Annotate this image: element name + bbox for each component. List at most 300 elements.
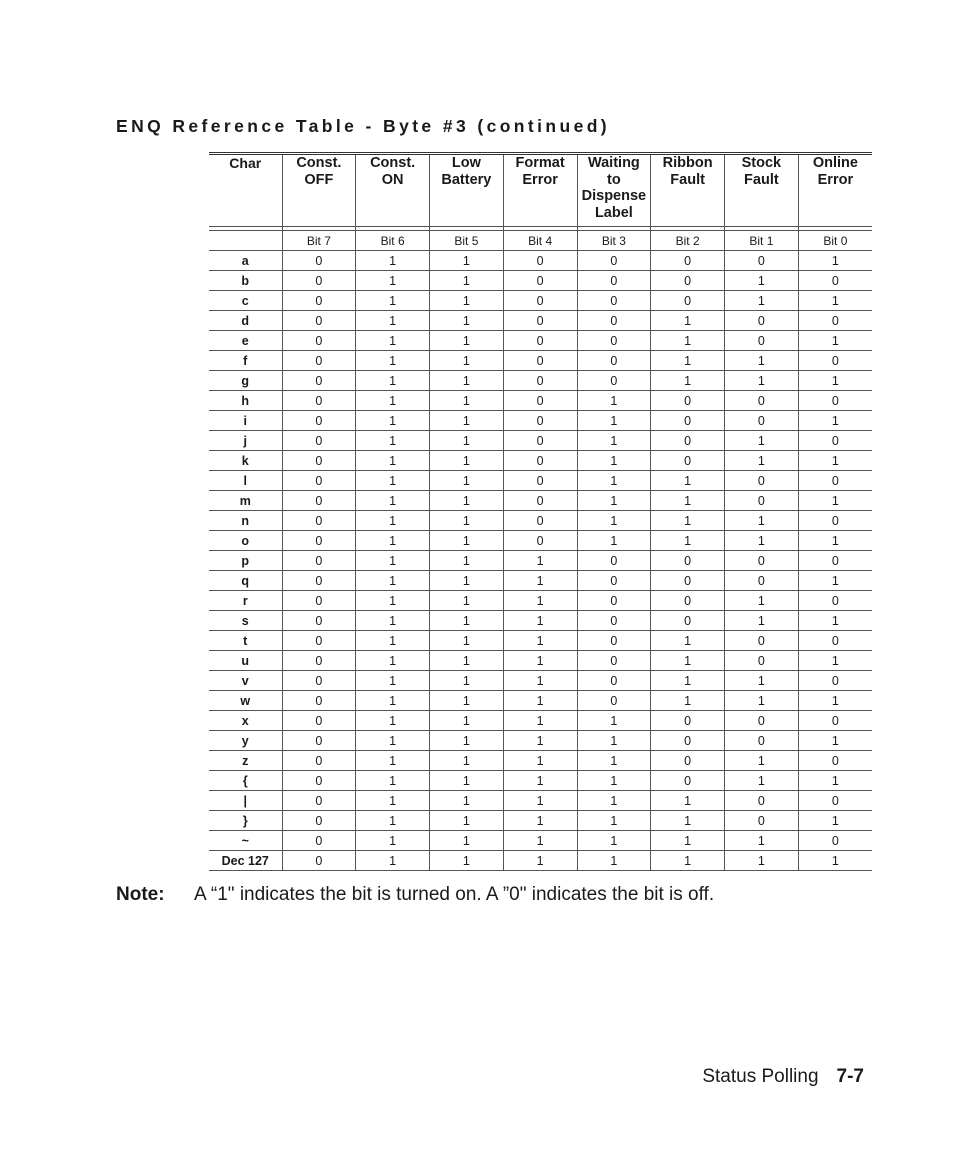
bit-value-cell: 0 xyxy=(798,351,872,371)
bit-value-cell: 1 xyxy=(651,831,725,851)
char-cell: n xyxy=(209,511,282,531)
bit-value-cell: 1 xyxy=(356,471,430,491)
table-row xyxy=(209,851,872,871)
column-header-line: ON xyxy=(381,171,404,188)
table-body xyxy=(209,251,872,871)
bit-value-cell: 0 xyxy=(798,791,872,811)
bit-value-cell: 0 xyxy=(282,331,356,351)
bit-value-cell: 0 xyxy=(282,371,356,391)
char-cell: l xyxy=(209,471,282,491)
char-cell: d xyxy=(209,311,282,331)
bit-value-cell: 1 xyxy=(430,351,504,371)
bit-value-cell: 0 xyxy=(282,691,356,711)
char-cell: s xyxy=(209,611,282,631)
bit-label: Bit 7 xyxy=(282,231,356,251)
bit-value-cell: 1 xyxy=(577,391,651,411)
bit-value-cell: 1 xyxy=(798,371,872,391)
bit-value-cell: 1 xyxy=(430,471,504,491)
bit-value-cell: 0 xyxy=(577,691,651,711)
bit-value-cell: 0 xyxy=(725,411,799,431)
bit-value-cell: 1 xyxy=(651,671,725,691)
bit-value-cell: 0 xyxy=(503,451,577,471)
bit-value-cell: 1 xyxy=(651,311,725,331)
bit-value-cell: 1 xyxy=(503,591,577,611)
bit-value-cell: 1 xyxy=(725,691,799,711)
table-row xyxy=(209,711,872,731)
bit-value-cell: 1 xyxy=(430,531,504,551)
bit-value-cell: 0 xyxy=(503,491,577,511)
bit-value-cell: 0 xyxy=(577,591,651,611)
bit-value-cell: 1 xyxy=(503,671,577,691)
enq-reference-table-container xyxy=(209,152,872,871)
bit-value-cell: 1 xyxy=(503,771,577,791)
column-header-line: Label xyxy=(594,204,633,221)
bit-value-cell: 1 xyxy=(503,651,577,671)
char-cell: v xyxy=(209,671,282,691)
bit-value-cell: 0 xyxy=(798,631,872,651)
bit-value-cell: 0 xyxy=(651,451,725,471)
bit-value-cell: 0 xyxy=(651,271,725,291)
table-row xyxy=(209,251,872,271)
bit-value-cell: 0 xyxy=(282,671,356,691)
bit-value-cell: 0 xyxy=(577,551,651,571)
bit-value-cell: 0 xyxy=(798,271,872,291)
bit-value-cell: 1 xyxy=(651,511,725,531)
bit-value-cell: 0 xyxy=(282,451,356,471)
column-header xyxy=(577,154,651,227)
bit-value-cell: 0 xyxy=(282,271,356,291)
bit-value-cell: 1 xyxy=(356,331,430,351)
bit-value-cell: 0 xyxy=(282,651,356,671)
bit-value-cell: 0 xyxy=(503,291,577,311)
table-row xyxy=(209,531,872,551)
bit-value-cell: 0 xyxy=(577,331,651,351)
column-header-line: OFF xyxy=(304,171,334,188)
column-header xyxy=(282,154,356,227)
bit-value-cell: 1 xyxy=(430,291,504,311)
bit-value-cell: 1 xyxy=(577,471,651,491)
bit-value-cell: 1 xyxy=(798,651,872,671)
bit-value-cell: 1 xyxy=(503,711,577,731)
table-row xyxy=(209,471,872,491)
char-cell: q xyxy=(209,571,282,591)
char-cell: o xyxy=(209,531,282,551)
bit-value-cell: 1 xyxy=(651,851,725,871)
bit-value-cell: 1 xyxy=(356,511,430,531)
bit-value-cell: 1 xyxy=(503,811,577,831)
char-cell: u xyxy=(209,651,282,671)
bit-value-cell: 1 xyxy=(430,631,504,651)
bit-value-cell: 1 xyxy=(725,531,799,551)
bit-label: Bit 2 xyxy=(651,231,725,251)
bit-value-cell: 1 xyxy=(503,571,577,591)
bit-value-cell: 1 xyxy=(503,551,577,571)
bit-value-cell: 0 xyxy=(577,671,651,691)
bit-value-cell: 1 xyxy=(356,771,430,791)
table-row xyxy=(209,791,872,811)
char-cell: t xyxy=(209,631,282,651)
bit-value-cell: 0 xyxy=(651,571,725,591)
char-cell: k xyxy=(209,451,282,471)
column-header-line: Fault xyxy=(744,171,779,188)
table-row xyxy=(209,271,872,291)
bit-value-cell: 1 xyxy=(798,611,872,631)
bit-value-cell: 0 xyxy=(725,491,799,511)
table-row xyxy=(209,751,872,771)
bit-value-cell: 1 xyxy=(356,391,430,411)
table-row xyxy=(209,591,872,611)
char-cell: f xyxy=(209,351,282,371)
table-row xyxy=(209,651,872,671)
bit-value-cell: 0 xyxy=(503,511,577,531)
bit-value-cell: 0 xyxy=(798,711,872,731)
bit-value-cell: 1 xyxy=(430,371,504,391)
bit-value-cell: 0 xyxy=(577,351,651,371)
bit-value-cell: 0 xyxy=(725,631,799,651)
bit-value-cell: 0 xyxy=(503,311,577,331)
bit-value-cell: 0 xyxy=(577,271,651,291)
bit-label: Bit 3 xyxy=(577,231,651,251)
bit-value-cell: 1 xyxy=(651,651,725,671)
bit-value-cell: 0 xyxy=(651,411,725,431)
bit-value-cell: 0 xyxy=(651,731,725,751)
bit-value-cell: 0 xyxy=(798,311,872,331)
table-row xyxy=(209,291,872,311)
column-header-line: to xyxy=(607,171,621,188)
bit-value-cell: 1 xyxy=(356,451,430,471)
table-row xyxy=(209,611,872,631)
char-cell: w xyxy=(209,691,282,711)
column-header xyxy=(356,154,430,227)
bit-value-cell: 0 xyxy=(725,551,799,571)
char-cell: Dec 127 xyxy=(209,851,282,871)
bit-value-cell: 1 xyxy=(651,331,725,351)
char-cell: p xyxy=(209,551,282,571)
table-row xyxy=(209,431,872,451)
bit-value-cell: 1 xyxy=(430,671,504,691)
char-cell: g xyxy=(209,371,282,391)
bit-value-cell: 0 xyxy=(577,651,651,671)
note xyxy=(116,884,714,906)
page-title: ENQ Reference Table - Byte #3 (continued) xyxy=(116,116,611,136)
bit-value-cell: 1 xyxy=(798,491,872,511)
bit-value-cell: 1 xyxy=(577,751,651,771)
bit-value-cell: 1 xyxy=(430,411,504,431)
table-row xyxy=(209,831,872,851)
bit-value-cell: 1 xyxy=(577,851,651,871)
column-header-line: Battery xyxy=(441,171,492,188)
bit-value-cell: 0 xyxy=(282,391,356,411)
column-header-line: Low xyxy=(451,155,481,171)
bit-value-cell: 1 xyxy=(725,291,799,311)
bit-value-cell: 1 xyxy=(430,711,504,731)
column-header-line: Const. xyxy=(296,155,342,171)
bit-value-cell: 1 xyxy=(356,811,430,831)
column-header-line: Waiting xyxy=(587,155,640,171)
bit-value-cell: 1 xyxy=(356,291,430,311)
bit-value-cell: 1 xyxy=(356,851,430,871)
bit-value-cell: 1 xyxy=(798,571,872,591)
bit-value-cell: 0 xyxy=(503,271,577,291)
bit-value-cell: 1 xyxy=(725,671,799,691)
bit-value-cell: 1 xyxy=(356,651,430,671)
bit-value-cell: 0 xyxy=(577,291,651,311)
column-header-line: Error xyxy=(522,171,558,188)
char-cell: } xyxy=(209,811,282,831)
bit-value-cell: 0 xyxy=(503,331,577,351)
char-cell: a xyxy=(209,251,282,271)
bit-value-cell: 1 xyxy=(430,771,504,791)
bit-value-cell: 0 xyxy=(577,251,651,271)
char-cell: i xyxy=(209,411,282,431)
bit-value-cell: 1 xyxy=(725,611,799,631)
bit-value-cell: 1 xyxy=(651,351,725,371)
bit-value-cell: 0 xyxy=(282,571,356,591)
bit-value-cell: 1 xyxy=(725,771,799,791)
bit-label: Bit 0 xyxy=(798,231,872,251)
bit-value-cell: 1 xyxy=(430,491,504,511)
bit-value-cell: 1 xyxy=(503,751,577,771)
bit-value-cell: 1 xyxy=(651,491,725,511)
bit-value-cell: 1 xyxy=(356,371,430,391)
bit-value-cell: 1 xyxy=(725,371,799,391)
bit-value-cell: 0 xyxy=(651,711,725,731)
bit-value-cell: 0 xyxy=(725,471,799,491)
bit-value-cell: 1 xyxy=(356,311,430,331)
bit-value-cell: 1 xyxy=(430,571,504,591)
bit-value-cell: 1 xyxy=(725,831,799,851)
page-footer xyxy=(702,1066,864,1088)
bit-value-cell: 1 xyxy=(798,771,872,791)
bit-value-cell: 1 xyxy=(577,831,651,851)
bit-value-cell: 1 xyxy=(798,811,872,831)
bit-label: Bit 4 xyxy=(503,231,577,251)
table-row xyxy=(209,811,872,831)
bit-value-cell: 0 xyxy=(577,631,651,651)
bit-value-cell: 1 xyxy=(651,791,725,811)
bit-value-cell: 0 xyxy=(577,571,651,591)
column-header-line: Error xyxy=(817,171,854,188)
bit-value-cell: 0 xyxy=(282,251,356,271)
bit-value-cell: 1 xyxy=(503,691,577,711)
bit-value-cell: 0 xyxy=(282,611,356,631)
bit-value-cell: 0 xyxy=(282,591,356,611)
bit-label: Bit 5 xyxy=(430,231,504,251)
char-cell: m xyxy=(209,491,282,511)
bit-value-cell: 0 xyxy=(282,551,356,571)
bit-value-cell: 1 xyxy=(430,251,504,271)
bit-value-cell: 1 xyxy=(430,731,504,751)
bit-value-cell: 1 xyxy=(356,591,430,611)
bit-value-cell: 1 xyxy=(651,631,725,651)
table-row xyxy=(209,551,872,571)
bit-value-cell: 1 xyxy=(503,731,577,751)
char-cell: z xyxy=(209,751,282,771)
bit-value-cell: 0 xyxy=(725,651,799,671)
column-header-line: Dispense xyxy=(581,188,647,204)
column-header-line: Char xyxy=(229,155,262,171)
bit-value-cell: 1 xyxy=(798,531,872,551)
column-header xyxy=(725,154,799,227)
bit-value-cell: 1 xyxy=(356,411,430,431)
char-cell: e xyxy=(209,331,282,351)
bit-value-cell: 1 xyxy=(798,411,872,431)
bit-value-cell: 1 xyxy=(798,251,872,271)
bit-value-cell: 1 xyxy=(503,851,577,871)
column-header-line: Ribbon xyxy=(662,155,713,171)
column-header xyxy=(430,154,504,227)
bit-value-cell: 0 xyxy=(503,351,577,371)
bit-value-cell: 0 xyxy=(577,371,651,391)
char-cell: r xyxy=(209,591,282,611)
bit-value-cell: 1 xyxy=(725,591,799,611)
table-row xyxy=(209,371,872,391)
bit-value-cell: 0 xyxy=(282,711,356,731)
bit-value-cell: 0 xyxy=(798,671,872,691)
bit-value-cell: 1 xyxy=(725,431,799,451)
bit-value-cell: 1 xyxy=(356,711,430,731)
bit-value-cell: 1 xyxy=(356,791,430,811)
bit-value-cell: 1 xyxy=(430,271,504,291)
bit-value-cell: 1 xyxy=(651,691,725,711)
column-header-line: Stock xyxy=(741,155,782,171)
column-header xyxy=(209,154,282,227)
column-header xyxy=(651,154,725,227)
bit-value-cell: 1 xyxy=(356,611,430,631)
bit-value-cell: 0 xyxy=(725,571,799,591)
bit-value-cell: 0 xyxy=(725,731,799,751)
bit-value-cell: 1 xyxy=(503,611,577,631)
bit-value-cell: 1 xyxy=(430,831,504,851)
column-header xyxy=(798,154,872,227)
enq-reference-table xyxy=(209,152,872,871)
bit-value-cell: 1 xyxy=(577,791,651,811)
bit-value-cell: 1 xyxy=(503,831,577,851)
bit-value-cell: 0 xyxy=(798,831,872,851)
bit-value-cell: 1 xyxy=(798,851,872,871)
bit-value-cell: 0 xyxy=(503,371,577,391)
table-row xyxy=(209,691,872,711)
bit-value-cell: 1 xyxy=(725,271,799,291)
bit-value-cell: 0 xyxy=(503,471,577,491)
bit-label: Bit 1 xyxy=(725,231,799,251)
char-cell: h xyxy=(209,391,282,411)
bit-value-cell: 1 xyxy=(356,571,430,591)
char-cell: b xyxy=(209,271,282,291)
table-row xyxy=(209,311,872,331)
bit-value-cell: 0 xyxy=(282,411,356,431)
bit-value-cell: 1 xyxy=(430,331,504,351)
bit-value-cell: 0 xyxy=(798,511,872,531)
bit-value-cell: 0 xyxy=(725,391,799,411)
bit-value-cell: 1 xyxy=(503,791,577,811)
char-cell: j xyxy=(209,431,282,451)
bit-label: Bit 6 xyxy=(356,231,430,251)
bit-value-cell: 0 xyxy=(282,851,356,871)
bit-value-cell: 1 xyxy=(798,291,872,311)
bit-value-cell: 0 xyxy=(577,611,651,631)
bit-value-cell: 1 xyxy=(577,531,651,551)
char-cell: x xyxy=(209,711,282,731)
bit-value-cell: 1 xyxy=(798,331,872,351)
table-row xyxy=(209,491,872,511)
table-row xyxy=(209,731,872,751)
bit-value-cell: 1 xyxy=(430,811,504,831)
bit-value-cell: 1 xyxy=(356,491,430,511)
bit-value-cell: 1 xyxy=(356,271,430,291)
bit-value-cell: 0 xyxy=(725,331,799,351)
bit-value-cell: 0 xyxy=(503,411,577,431)
bit-value-cell: 0 xyxy=(798,551,872,571)
bit-value-cell: 1 xyxy=(577,811,651,831)
bit-value-cell: 0 xyxy=(651,611,725,631)
bit-value-cell: 1 xyxy=(430,851,504,871)
bit-value-cell: 0 xyxy=(282,491,356,511)
bit-value-cell: 0 xyxy=(798,591,872,611)
bit-value-cell: 1 xyxy=(356,531,430,551)
bit-value-cell: 1 xyxy=(725,751,799,771)
bit-value-cell: 0 xyxy=(798,391,872,411)
bit-value-cell: 1 xyxy=(651,811,725,831)
bit-value-cell: 1 xyxy=(356,671,430,691)
bit-value-cell: 1 xyxy=(725,451,799,471)
bit-value-cell: 1 xyxy=(577,711,651,731)
table-row xyxy=(209,331,872,351)
bit-value-cell: 0 xyxy=(282,771,356,791)
bit-value-cell: 1 xyxy=(725,851,799,871)
bit-value-cell: 1 xyxy=(577,771,651,791)
bit-value-cell: 0 xyxy=(282,751,356,771)
bit-value-cell: 1 xyxy=(798,691,872,711)
column-header-line: Const. xyxy=(370,155,416,171)
bit-value-cell: 1 xyxy=(430,591,504,611)
column-header-line: Format xyxy=(515,155,565,171)
bit-value-cell: 0 xyxy=(282,291,356,311)
bit-value-cell: 1 xyxy=(430,451,504,471)
table-row xyxy=(209,771,872,791)
bit-value-cell: 1 xyxy=(651,471,725,491)
bit-value-cell: 1 xyxy=(356,551,430,571)
bit-value-cell: 0 xyxy=(503,251,577,271)
note-text: A “1" indicates the bit is turned on. A ”0" indicates the bit is off. xyxy=(194,884,715,905)
bit-value-cell: 0 xyxy=(282,791,356,811)
bit-value-cell: 0 xyxy=(651,291,725,311)
bit-value-cell: 0 xyxy=(725,311,799,331)
table-row xyxy=(209,511,872,531)
header-row xyxy=(209,154,872,227)
bit-value-cell: 1 xyxy=(651,371,725,391)
table-row xyxy=(209,351,872,371)
bit-value-cell: 0 xyxy=(798,751,872,771)
bit-value-cell: 1 xyxy=(356,351,430,371)
bit-value-cell: 0 xyxy=(503,391,577,411)
bit-value-cell: 0 xyxy=(577,311,651,331)
column-header-line: Online xyxy=(812,155,858,171)
bit-value-cell: 0 xyxy=(725,791,799,811)
bit-value-cell: 0 xyxy=(282,631,356,651)
footer-page-number: 7-7 xyxy=(836,1066,864,1087)
bit-value-cell: 0 xyxy=(282,431,356,451)
bit-value-cell: 1 xyxy=(356,691,430,711)
bit-value-cell: 1 xyxy=(430,691,504,711)
bit-value-cell: 1 xyxy=(356,731,430,751)
bit-label xyxy=(209,231,282,251)
bit-value-cell: 1 xyxy=(430,791,504,811)
table-row xyxy=(209,671,872,691)
bit-value-cell: 1 xyxy=(356,751,430,771)
bit-value-cell: 1 xyxy=(356,251,430,271)
table-row xyxy=(209,391,872,411)
